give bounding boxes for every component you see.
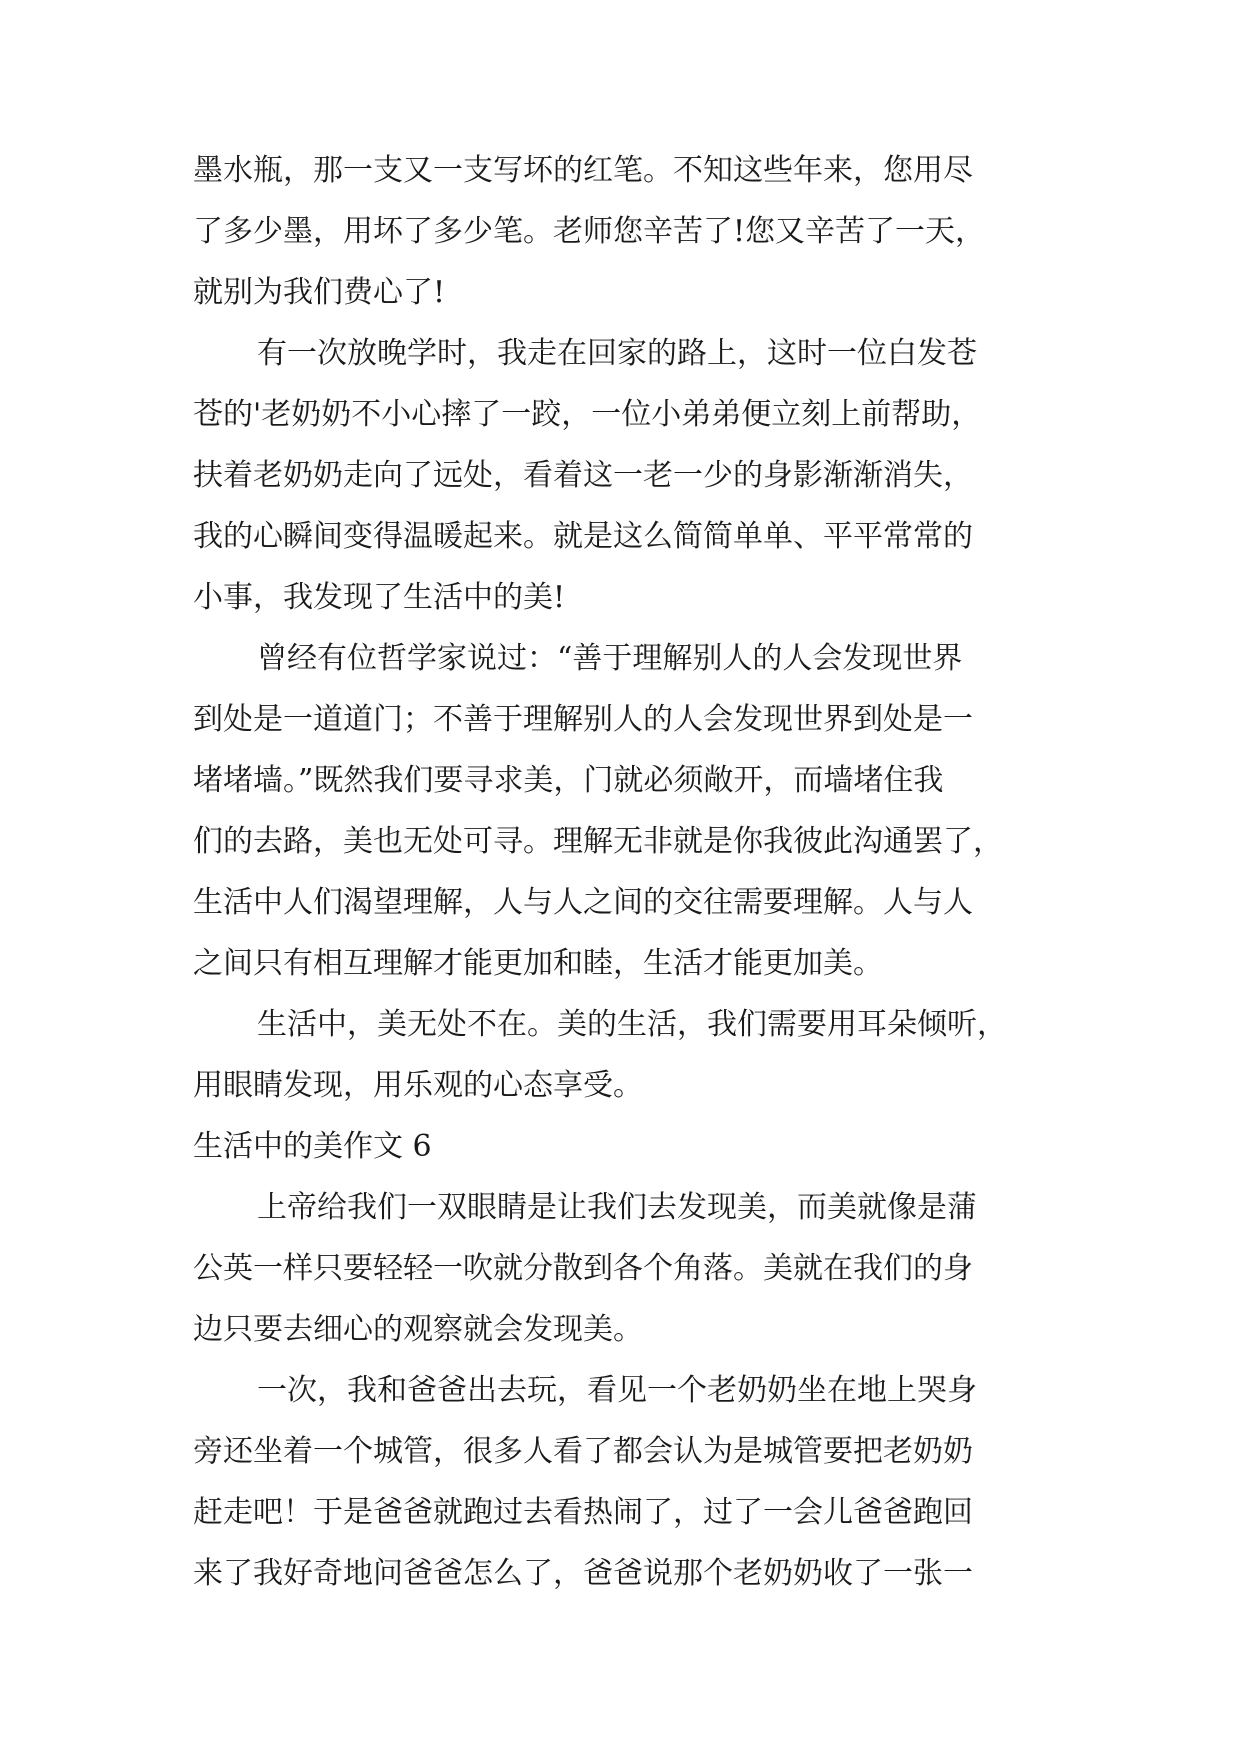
- text-line: 边只要去细心的观察就会发现美。: [193, 1312, 643, 1347]
- text-line: 们的去路，美也无处可寻。理解无非就是你我彼此沟通罢了，: [193, 824, 1003, 859]
- text-line: 生活中人们渴望理解，人与人之间的交往需要理解。人与人: [193, 885, 973, 920]
- section-heading: 生活中的美作文 6: [193, 1129, 432, 1164]
- text-line: 生活中，美无处不在。美的生活，我们需要用耳朵倾听，: [257, 1007, 1007, 1042]
- text-line: 之间只有相互理解才能更加和睦，生活才能更加美。: [193, 946, 883, 981]
- text-line: 小事，我发现了生活中的美!: [193, 580, 566, 615]
- text-line: 来了我好奇地问爸爸怎么了，爸爸说那个老奶奶收了一张一: [193, 1556, 973, 1591]
- text-line: 墨水瓶，那一支又一支写坏的红笔。不知这些年来，您用尽: [193, 153, 973, 188]
- text-line: 赶走吧！于是爸爸就跑过去看热闹了，过了一会儿爸爸跑回: [193, 1495, 973, 1530]
- text-line: 有一次放晚学时，我走在回家的路上，这时一位白发苍: [257, 336, 977, 371]
- text-line: 上帝给我们一双眼睛是让我们去发现美，而美就像是蒲: [257, 1190, 977, 1225]
- text-line: 旁还坐着一个城管，很多人看了都会认为是城管要把老奶奶: [193, 1434, 973, 1469]
- text-line: 苍的'老奶奶不小心摔了一跤，一位小弟弟便立刻上前帮助，: [193, 397, 982, 432]
- text-line: 扶着老奶奶走向了远处，看着这一老一少的身影渐渐消失，: [193, 458, 973, 493]
- text-line: 堵堵墙。”既然我们要寻求美，门就必须敞开，而墙堵住我: [193, 763, 944, 798]
- text-line: 到处是一道道门；不善于理解别人的人会发现世界到处是一: [193, 702, 973, 737]
- text-line: 我的心瞬间变得温暖起来。就是这么简简单单、平平常常的: [193, 519, 973, 554]
- text-line: 一次，我和爸爸出去玩，看见一个老奶奶坐在地上哭身: [257, 1373, 977, 1408]
- document-body: [193, 140, 1053, 1604]
- text-line: 就别为我们费心了!: [193, 275, 446, 310]
- text-line: 了多少墨，用坏了多少笔。老师您辛苦了!您又辛苦了一天，: [193, 214, 986, 249]
- text-line: 用眼睛发现，用乐观的心态享受。: [193, 1068, 643, 1103]
- text-line: 曾经有位哲学家说过：“善于理解别人的人会发现世界: [257, 641, 963, 676]
- text-line: 公英一样只要轻轻一吹就分散到各个角落。美就在我们的身: [193, 1251, 973, 1286]
